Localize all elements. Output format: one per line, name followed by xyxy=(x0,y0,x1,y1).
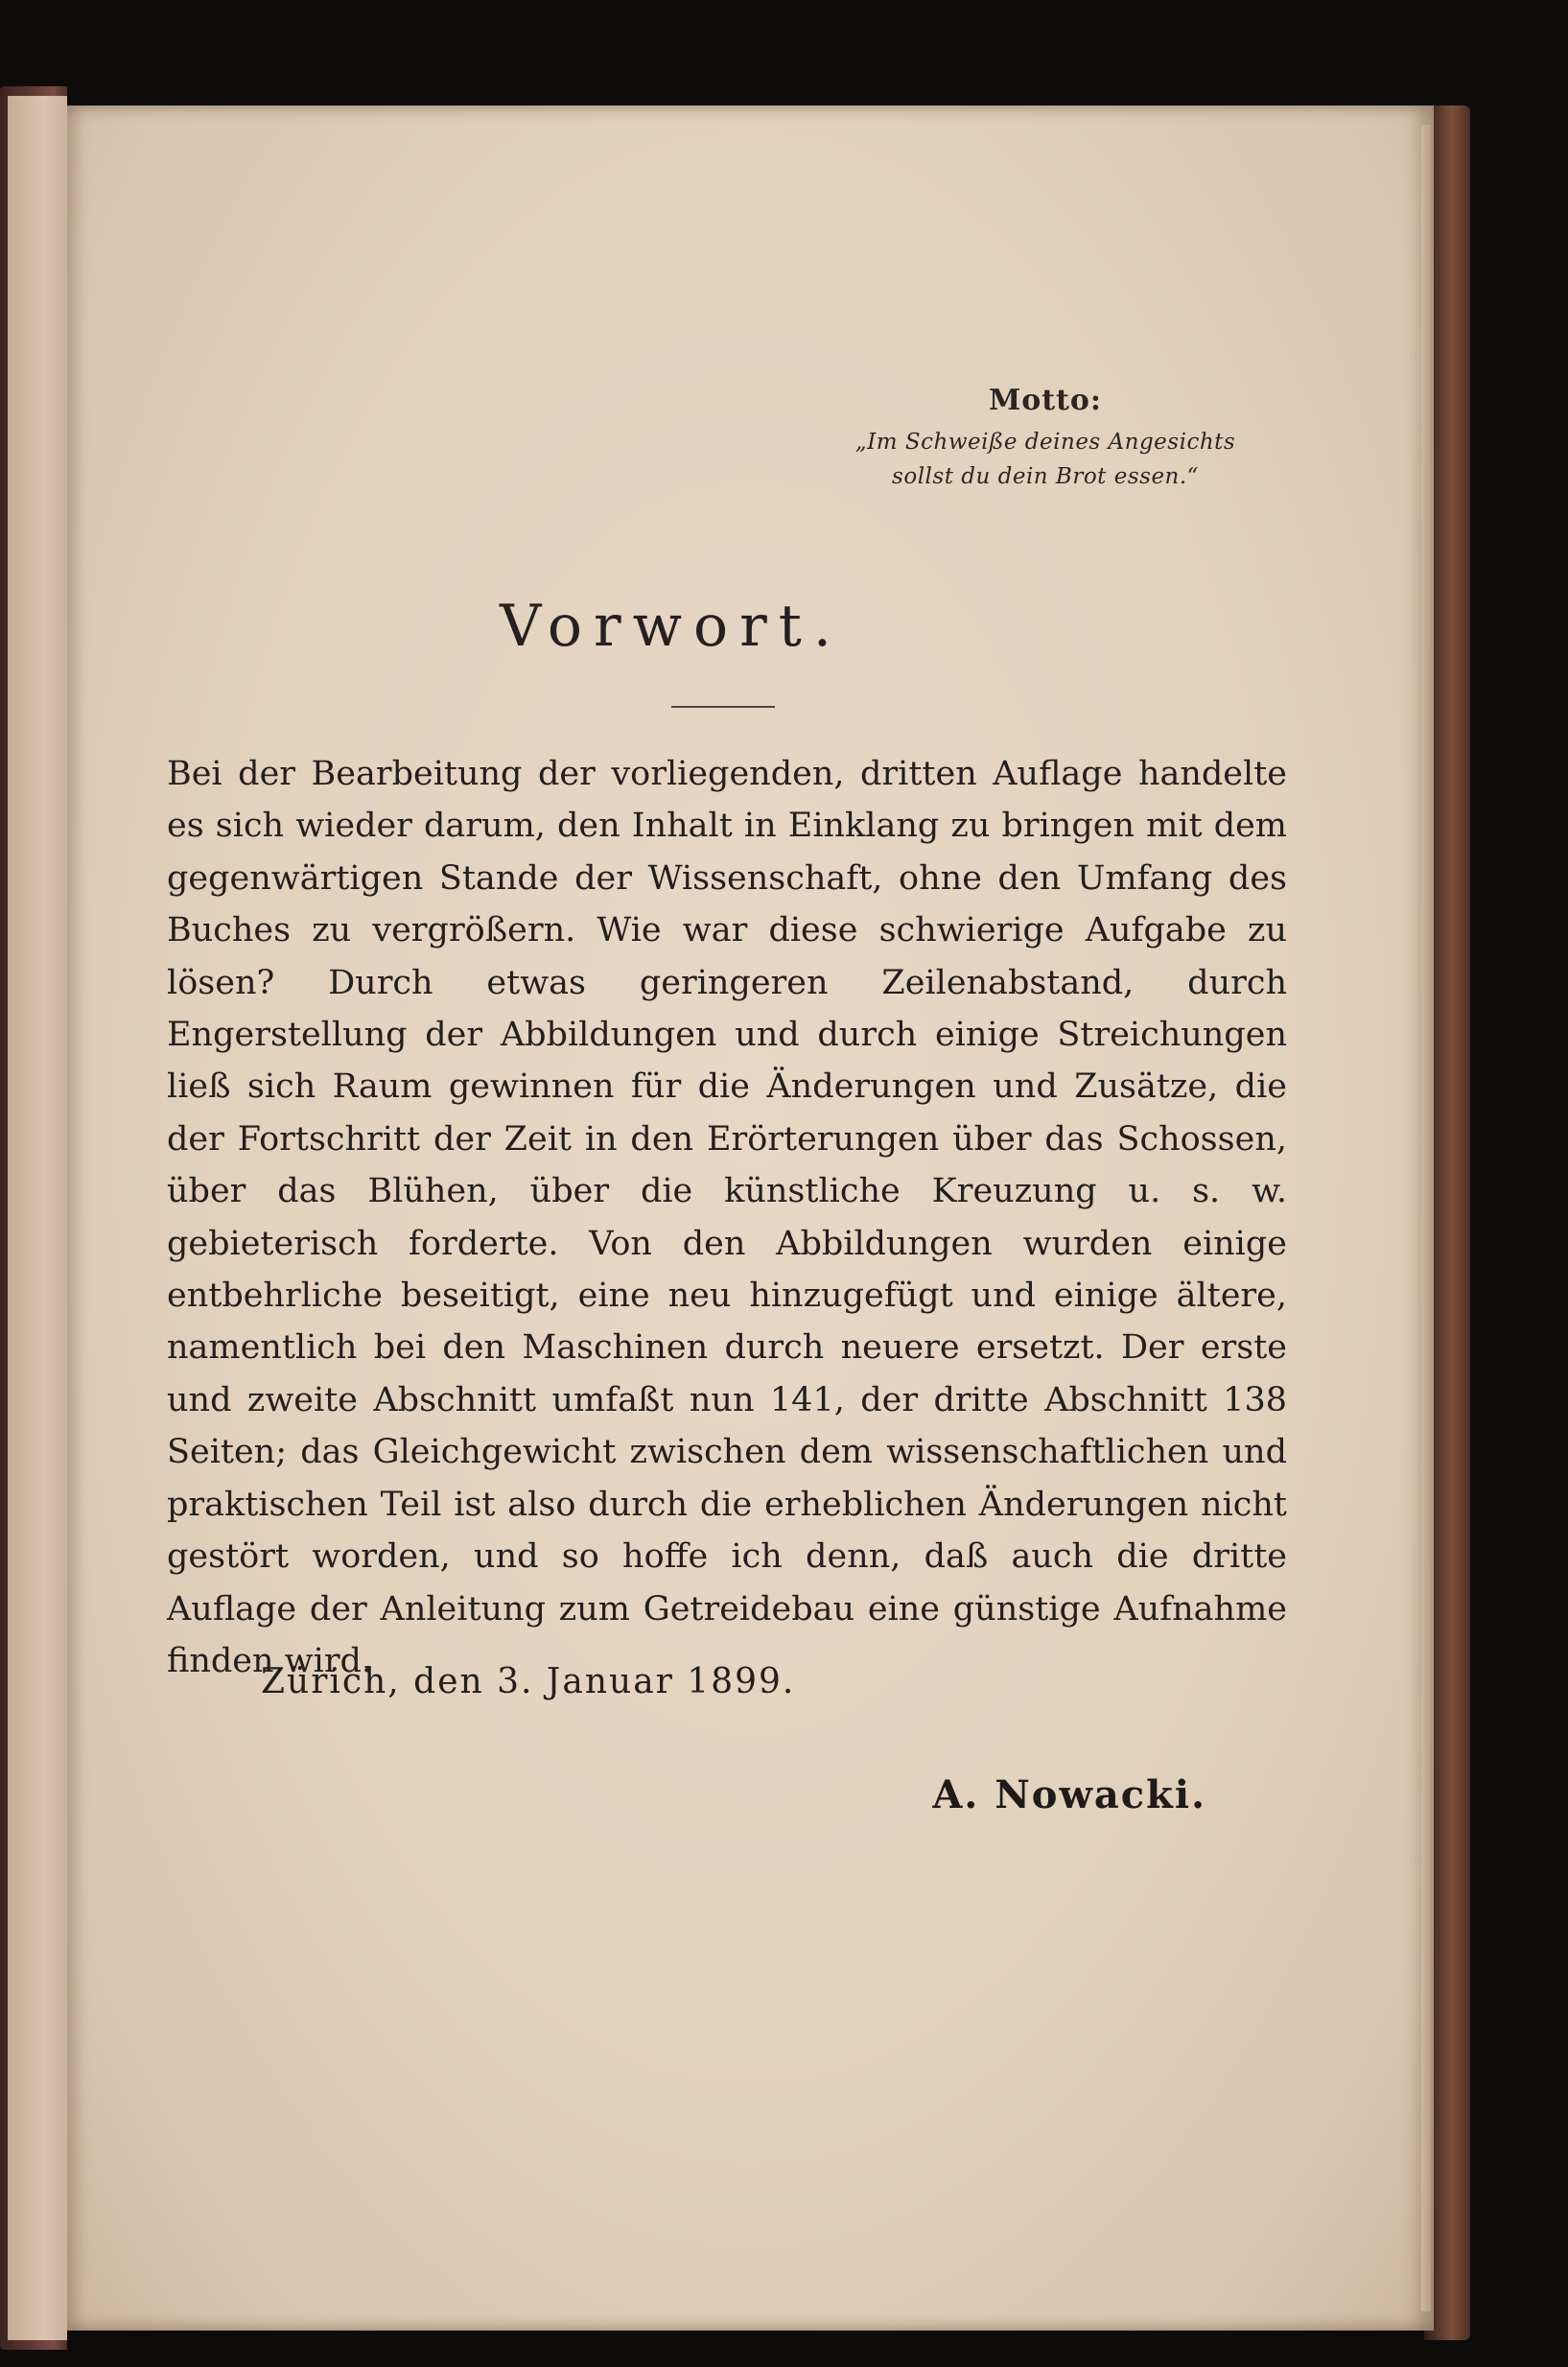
motto-title: Motto: xyxy=(988,384,1103,417)
motto-block xyxy=(844,384,1247,494)
preface-body: Bei der Bearbeitung der vorliegenden, dritten Auflage handelte es sich wieder darum, den Inhalt in Einklang zu bringen mit dem gegenwärtigen Stande der Wissenschaft, ohne den Umfang des Buches zu vergrößern. Wie war diese schwierige Aufgabe zu lösen? Durch etwas geringeren Zeilenabstand, durch Engerstellung der Abbildungen und durch einige Streichungen ließ sich Raum gewinnen für die Änderungen und Zusätze, die der Fortschritt der Zeit in den Erörterungen über das Schossen, über das Blühen, über die künstliche Kreuzung u. s. w. gebieterisch forderte. Von den Abbildungen wurden einige entbehrliche beseitigt, eine neu hinzugefügt und einige ältere, namentlich bei den Maschinen durch neuere ersetzt. Der erste und zweite Abschnitt umfaßt nun 141, der dritte Abschnitt 138 Seiten; das Gleichgewicht zwischen dem wissenschaftlichen und praktischen Teil ist also durch die erheblichen Änderungen nicht gestört worden, und so hoffe ich denn, daß auch die dritte Auflage der Anleitung zum Getreidebau eine günstige Aufnahme finden wird. xyxy=(167,755,1287,1680)
motto-line-2: sollst du dein Brot essen.“ xyxy=(892,464,1199,489)
motto-line-1: „Im Schweiße deines Angesichts xyxy=(854,430,1236,455)
page-edge-shadow xyxy=(1421,125,1431,2311)
previous-page-edge xyxy=(8,96,67,2340)
place-and-date: Zürich, den 3. Januar 1899. xyxy=(261,1662,796,1701)
heading-divider xyxy=(671,706,775,708)
page-heading: Vorwort. xyxy=(500,593,843,660)
author-signature: A. Nowacki. xyxy=(932,1772,1206,1817)
